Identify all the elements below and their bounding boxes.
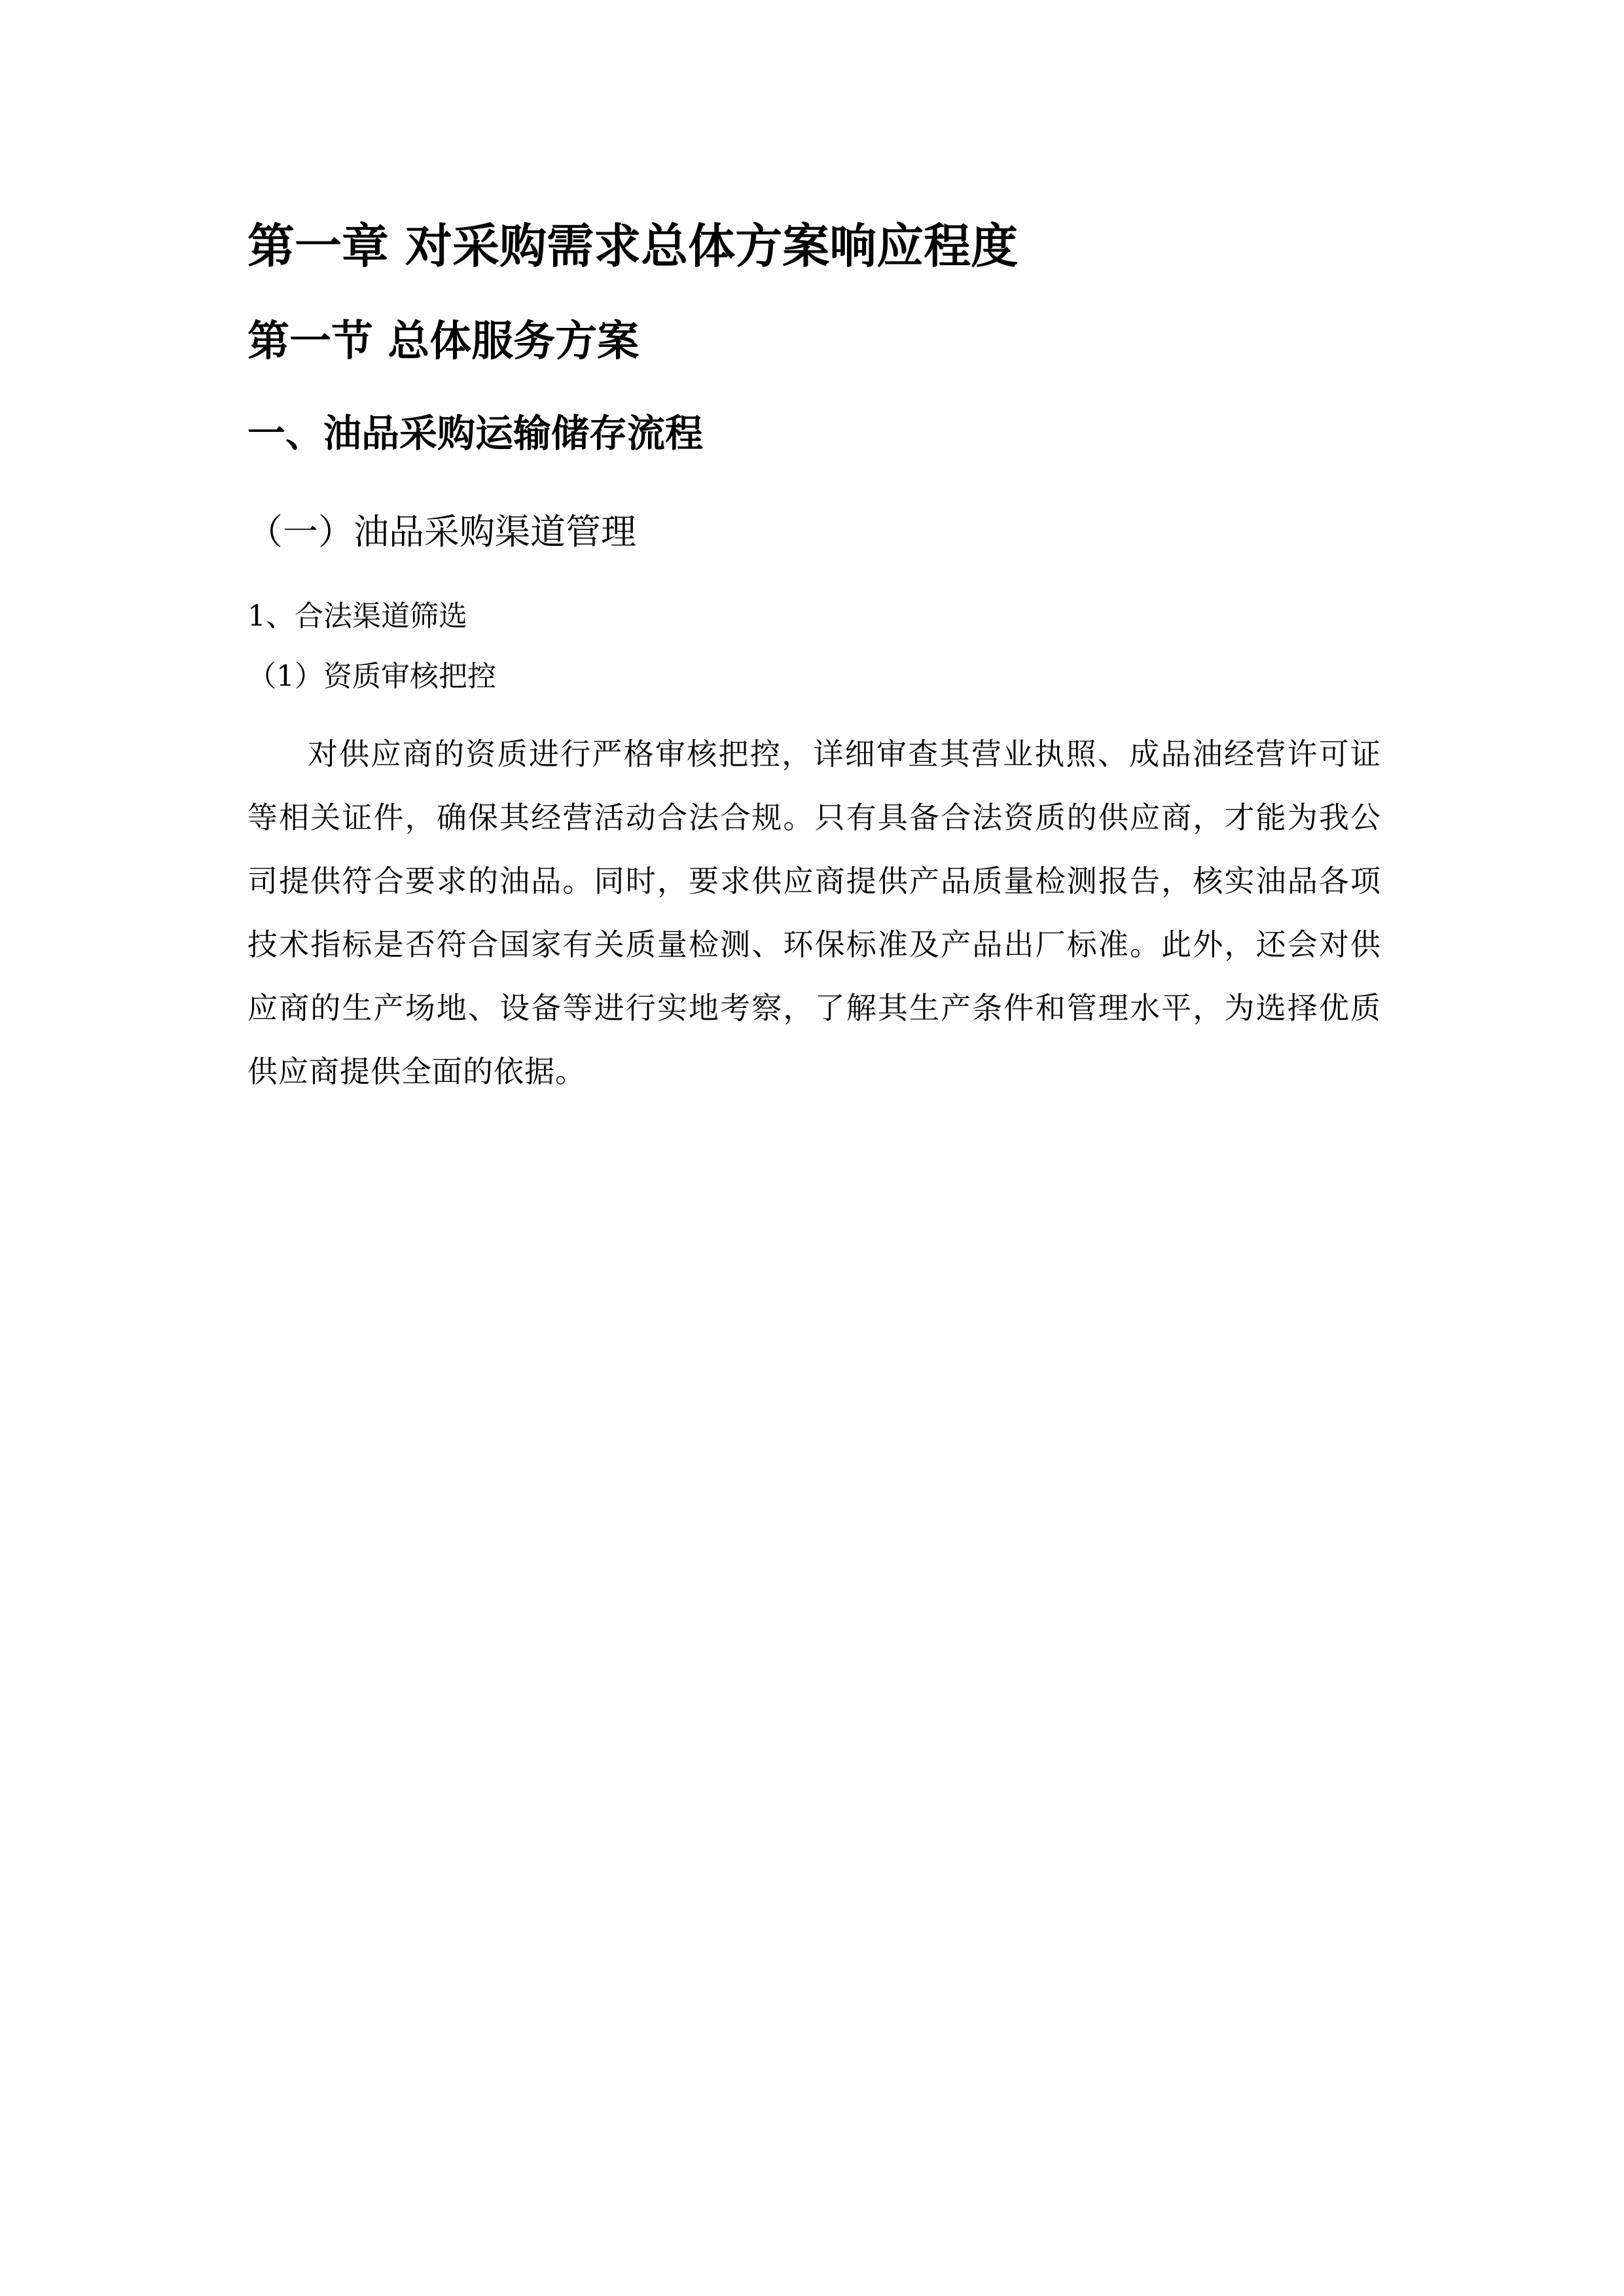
heading-procurement-channel: （一）油品采购渠道管理 <box>247 511 636 552</box>
heading-legal-channel: 1、合法渠道筛选 <box>247 600 467 633</box>
body-paragraph: 对供应商的资质进行严格审核把控，详细审查其营业执照、成品油经营许可证等相关证件，确保其经营活动合法合规。只有具备合法资质的供应商，才能为我公司提供符合要求的油品。同时，要求供应商提供产品质量检测报告，核实油品各项技术指标是否符合国家有关质量检测、环保标准及产品出厂标准。此外，还会对供应商的生产场地、设备等进行实地考察，了解其生产条件和管理水平，为选择优质供应商提供全面的依据。 <box>247 736 1381 1089</box>
subsection-title: 一、油品采购运输储存流程 <box>247 411 704 456</box>
section-title: 第一节 总体服务方案 <box>247 317 640 366</box>
heading-qualification-review: （1）资质审核把控 <box>247 660 496 693</box>
chapter-title: 第一章 对采购需求总体方案响应程度 <box>247 219 1019 274</box>
